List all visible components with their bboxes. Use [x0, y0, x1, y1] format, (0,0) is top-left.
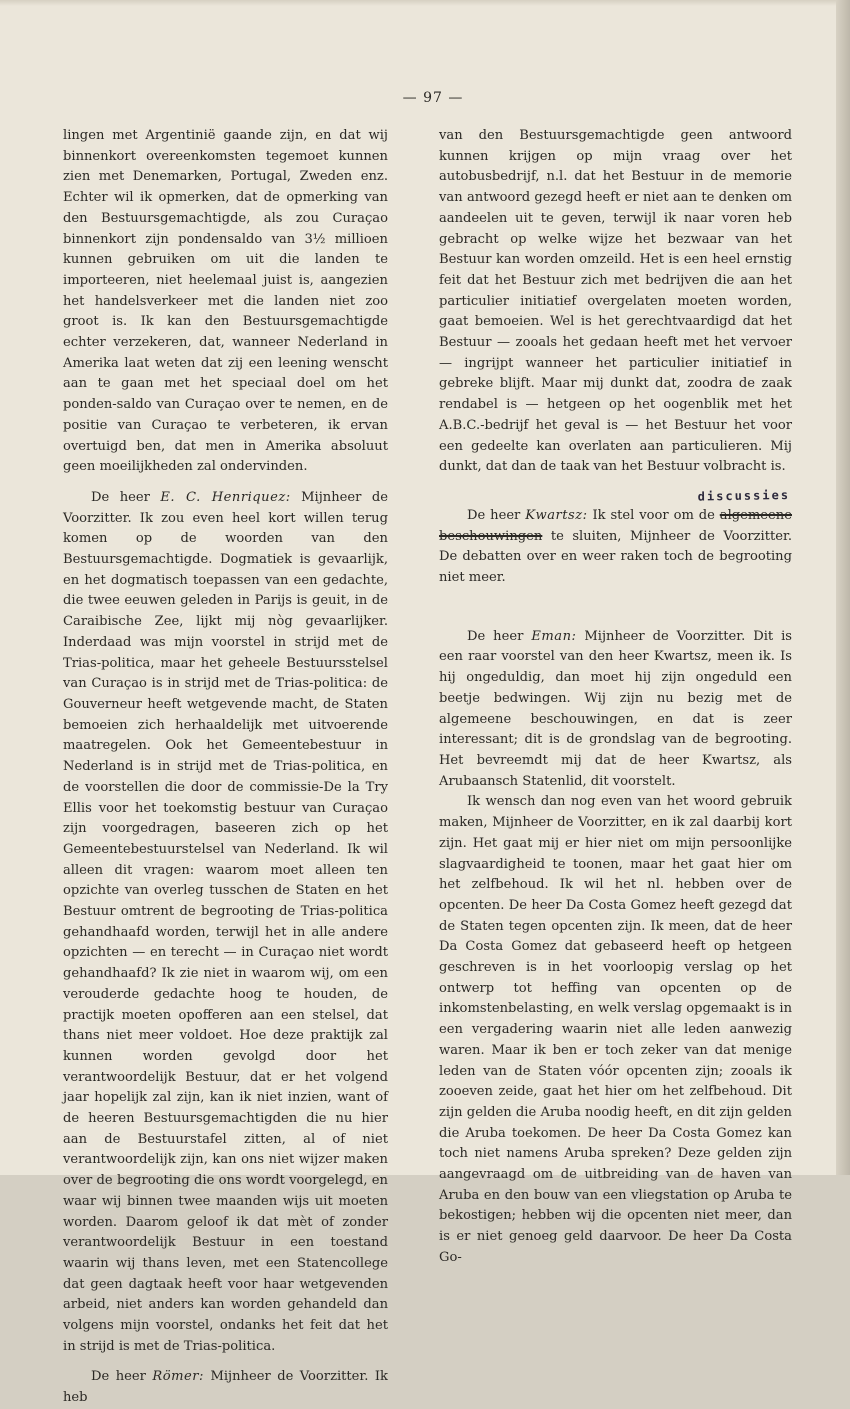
speaker-name-kwartsz: Kwartsz: [525, 507, 588, 523]
left-paragraph-henriquez [63, 488, 388, 1358]
speaker-name-romer: Römer: [152, 1369, 204, 1385]
speaker-name-henriquez: E. C. Henriquez: [160, 489, 291, 505]
page-number: — 97 — [402, 90, 464, 106]
page-right-edge [836, 0, 850, 1175]
speaker-prefix: De heer [467, 507, 526, 523]
struck-through-text: algemeene beschouwingen [439, 507, 792, 544]
speaker-prefix: De heer [467, 628, 532, 644]
speaker-prefix: De heer [91, 489, 161, 505]
speech-text-eman: Mijnheer de Voorzitter. Dit is een raar voorstel van den heer Kwartsz, meen ik. Is hij ongeduldig, dan moet hij zijn ongeduld een beetje bedwingen. Wij zijn nu bezig met de algemeene beschouwingen, en dat is zeer interessant; dit is de grondslag van de begrooting. Het bevreemdt mij dat de heer Kwartsz, als Arubaansch Statenlid, dit voorstelt. [439, 628, 792, 789]
speech-text-romer: Mijnheer de Voorzitter. Ik heb [63, 1369, 388, 1406]
speech-text-kwartsz-before: Ik stel voor om de [587, 507, 720, 523]
speaker-name-eman: Eman: [531, 628, 577, 644]
right-paragraph-eman [439, 627, 792, 793]
page-top-edge [0, 0, 850, 6]
speech-text-henriquez: Mijnheer de Voorzitter. Ik zou even heel kort willen terug komen op de woorden van den Bestuursgemachtigde. Dogmatiek is gevaarlijk, en het dogmatisch toepassen van een gedachte, die twee eeuwen geleden in Parijs is geuit, in de Caraibische Zee, lijkt mij nòg gevaarlijker. Inderdaad was mijn voorstel in strijd met de Trias-politica, maar het geheele Bestuursstelsel van Curaçao is in strijd met de Trias-politica: de Gouverneur heeft wetgevende macht, de Staten bemoeien zich herhaaldelijk met uitvoerende maatregelen. Ook het Gemeentebestuur in Nederland is in strijd met de Trias-politica, en de voorstellen die door de commissie-De la Try Ellis voor het toekomstig bestuur van Curaçao zijn voorgedragen, baseeren zich op het Gemeentebestuurstelsel van Nederland. Ik wil alleen dit vragen: waarom moet alleen ten opzichte van overleg tusschen de Staten en het Bestuur omtrent de begrooting de Trias-politica gehandhaafd worden, terwijl het in alle andere opzichten — en terecht — in Curaçao niet wordt gehandhaafd? Ik zie niet in waarom wij, om een verouderde gedachte hoog te houden, de practijk moeten opofferen aan een stelsel, dat thans niet meer voldoet. Hoe deze praktijk zal kunnen worden gevolgd door het verantwoordelijk Bestuur, dat er het volgend jaar hopelijk zal zijn, kan ik niet inzien, want of de heeren Bestuursgemachtigden die nu hier aan de Bestuurstafel zitten, al of niet verantwoordelijk zijn, kan ons niet wijzer maken over de begrooting die ons wordt voorgelegd, en waar wij binnen twee maanden wijs uit moeten worden. Daarom geloof ik dat mèt of zonder verantwoordelijk Bestuur in een toestand waarin wij thans leven, met een Statencollege dat geen dagtaak heeft voor haar wetgevenden arbeid, niet anders kan worden gehandeld dan volgens mijn voorstel, ondanks het feit dat het in strijd is met de Trias-politica. [63, 489, 389, 1354]
right-column [439, 126, 792, 1269]
right-paragraph-kwartsz [439, 506, 792, 589]
right-paragraph-4: Ik wensch dan nog even van het woord gebruik maken, Mijnheer de Voorzitter, en ik zal daarbij kort zijn. Het gaat mij er hier niet om mijn persoonlijke slagvaardigheid te toonen, maar het gaat hier om het zelfbehoud. Ik wil het nl. hebben over de opcenten. De heer Da Costa Gomez heeft gezegd dat de Staten tegen opcenten zijn. Ik meen, dat de heer Da Costa Gomez dat gebaseerd heeft op hetgeen geschreven is in het voorloopig verslag op het ontwerp tot heffing van opcenten op de inkomstenbelasting, en welk verslag opgemaakt is in een vergadering waarin niet alle leden aanwezig waren. Maar ik ben er toch zeker van dat menige leden van de Staten vóór opcenten zijn; zooals ik zooeven zeide, gaat het hier om het zelfbehoud. Dit zijn gelden die Aruba noodig heeft, en dit zijn gelden die Aruba toekomen. De heer Da Costa Gomez kan toch niet namens Aruba spreken? Deze gelden zijn aangevraagd om de uitbreiding van de haven van Aruba en den bouw van een vliegstation op Aruba te bekostigen; hebben wij die opcenten niet meer, dan is er niet genoeg geld daarvoor. De heer Da Costa Go- [439, 794, 792, 1265]
left-paragraph-1: lingen met Argentinië gaande zijn, en dat wij binnenkort overeenkomsten tegemoet kunnen zien met Denemarken, Portugal, Zweden enz. Echter wil ik opmerken, dat de opmerking van den Bestuursgemachtigde, als zou Curaçao binnenkort zijn pondensaldo van 3½ millioen kunnen gebruiken om uit die landen te importeeren, niet heelemaal juist is, aangezien het handelsverkeer met die landen niet zoo groot is. Ik kan den Bestuursgemachtigde echter verzekeren, dat, wanneer Nederland in Amerika laat weten dat zij een leening wenscht aan te gaan met het speciaal doel om het ponden-saldo van Curaçao over te nemen, en de positie van Curaçao te verbeteren, ik ervan overtuigd ben, dat men in Amerika absoluut geen moeilijkheden zal ondervinden. [63, 128, 388, 475]
left-column [63, 126, 388, 1409]
left-paragraph-romer [63, 1367, 388, 1408]
speech-text-kwartsz-after: te sluiten, Mijnheer de Voorzitter. De debatten over en weer raken toch de begrooting niet meer. [439, 528, 792, 586]
right-paragraph-1: van den Bestuursgemachtigde geen antwoord kunnen krijgen op mijn vraag over het autobusbedrijf, n.l. dat het Bestuur in de memorie van antwoord gezegd heeft er niet aan te denken om aandeelen uit te geven, terwijl ik naar voren heb gebracht op welke wijze het bezwaar van het Bestuur kan worden omzeild. Het is een heel ernstig feit dat het Bestuur zich met bedrijven die aan het particulier initiatief overgelaten moeten worden, gaat bemoeien. Wel is het gerechtvaardigd dat het Bestuur — zooals het gedaan heeft met het vervoer — ingrijpt wanneer het particulier initiatief in gebreke blijft. Maar mij dunkt dat, zoodra de zaak rendabel is — hetgeen op het oogenblik met het A.B.C.-bedrijf het geval is — het Bestuur het voor een gedeelte kan overlaten aan particulieren. Mij dunkt, dat dan de taak van het Bestuur volbracht is. [439, 128, 792, 475]
handwritten-note: discussies [697, 487, 791, 504]
speaker-prefix: De heer [91, 1369, 153, 1385]
